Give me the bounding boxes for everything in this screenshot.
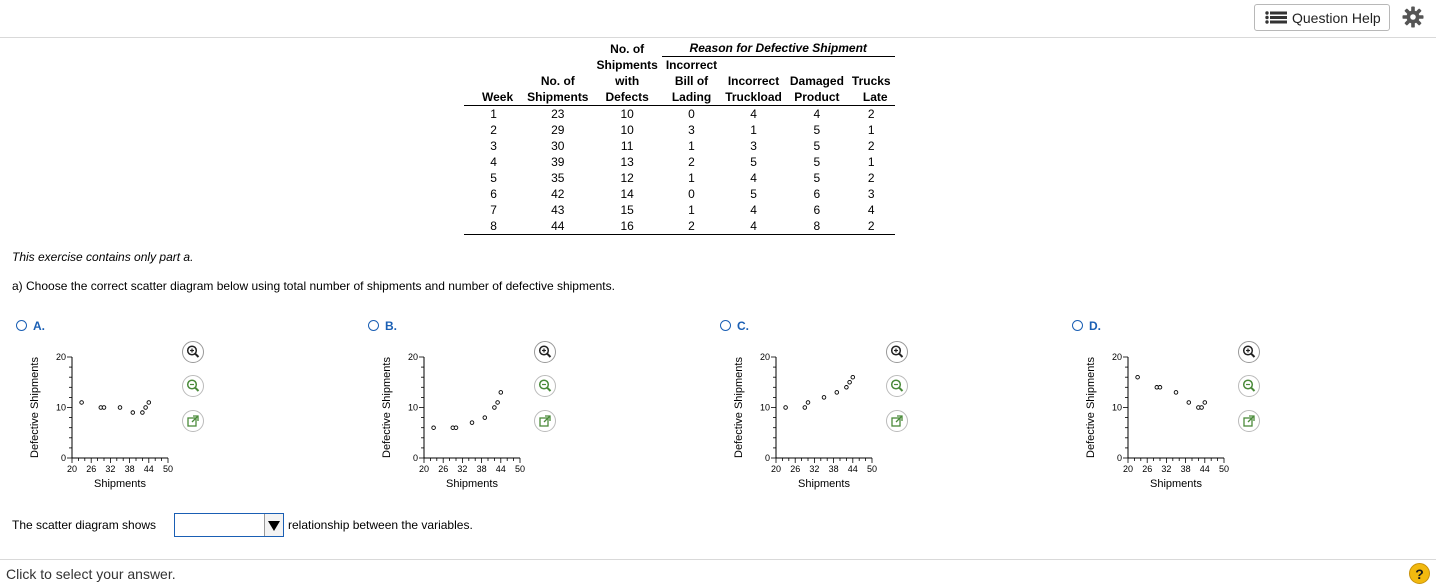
x-tick-label: 38: [828, 464, 839, 474]
table-cell: 14: [620, 187, 634, 201]
chevron-down-icon: [265, 514, 283, 536]
zoom-out-icon: [183, 376, 203, 396]
zoom-in-button[interactable]: [886, 341, 908, 363]
data-point: [848, 380, 852, 384]
col-trucks-line1: Trucks: [851, 74, 891, 88]
table-cell: 13: [620, 155, 634, 169]
zoom-in-icon: [887, 342, 907, 362]
x-axis-label: Shipments: [446, 478, 498, 490]
col-defects-line2: Shipments: [596, 58, 658, 72]
option-b-label[interactable]: B.: [385, 319, 397, 333]
table-cell: 43: [551, 203, 565, 217]
data-point: [432, 426, 436, 430]
x-tick-label: 20: [770, 464, 782, 474]
table-cell: 23: [551, 107, 565, 121]
table-cell: 11: [620, 139, 634, 153]
zoom-out-button[interactable]: [534, 375, 556, 397]
y-tick-label: 10: [407, 402, 418, 413]
table-row: [464, 186, 895, 202]
table-cell: 5: [813, 123, 821, 137]
table-cell: 4: [750, 107, 757, 121]
data-point: [144, 406, 148, 410]
table-cell: 10: [620, 107, 634, 121]
y-tick-label: 20: [759, 352, 770, 362]
table-cell: 1: [867, 155, 875, 169]
data-point: [1174, 391, 1178, 395]
y-tick-label: 20: [1111, 352, 1122, 362]
x-tick-label: 32: [457, 464, 468, 474]
table-cell: 1: [490, 107, 497, 121]
table-row: [464, 218, 895, 235]
data-point: [1203, 401, 1207, 405]
col-defects-line3: with: [615, 74, 640, 88]
table-cell: 16: [592, 218, 661, 235]
zoom-in-icon: [183, 342, 203, 362]
table-cell: 6: [813, 187, 821, 201]
table-cell: 4: [721, 218, 786, 235]
table-cell: 4: [490, 155, 497, 169]
external-link-icon: [1239, 411, 1259, 431]
external-link-button[interactable]: [886, 410, 908, 432]
col-bill-line1: Incorrect: [665, 58, 718, 72]
zoom-out-button[interactable]: [1238, 375, 1260, 397]
table-cell: 5: [813, 171, 821, 185]
data-point: [803, 406, 807, 410]
zoom-out-icon: [887, 376, 907, 396]
option-a-label[interactable]: A.: [33, 319, 45, 333]
footer-divider: [0, 559, 1436, 560]
table-cell: 35: [551, 171, 565, 185]
table-cell: 5: [750, 155, 757, 169]
header-divider: [0, 37, 1436, 38]
table-cell: 1: [688, 171, 695, 185]
external-link-icon: [183, 411, 203, 431]
table-cell: 2: [867, 107, 875, 121]
data-point: [806, 401, 810, 405]
external-link-button[interactable]: [534, 410, 556, 432]
x-tick-label: 38: [476, 464, 487, 474]
table-cell: 8: [786, 218, 848, 235]
scatter-plot-d: [1082, 345, 1242, 495]
status-text: Click to select your answer.: [6, 566, 176, 582]
col-trucks-line2: Late: [848, 89, 895, 106]
table-row: [464, 154, 895, 170]
x-tick-label: 38: [1180, 464, 1191, 474]
y-axis-label: Defective Shipments: [29, 357, 41, 458]
table-cell: 5: [490, 171, 497, 185]
part-a-question: a) Choose the correct scatter diagram below using total number of shipments and number of defective shipments.: [12, 279, 615, 293]
dropdown-arrow[interactable]: [264, 514, 283, 536]
col-shipments-line1: No. of: [540, 74, 575, 88]
data-point: [1200, 406, 1204, 410]
x-tick-label: 26: [1142, 464, 1153, 474]
relationship-dropdown[interactable]: [174, 513, 284, 537]
table-cell: 2: [490, 123, 497, 137]
zoom-out-button[interactable]: [886, 375, 908, 397]
table-cell: 3: [867, 187, 875, 201]
table-cell: 4: [867, 203, 875, 217]
option-d-radio[interactable]: [1072, 320, 1083, 331]
gear-icon[interactable]: [1401, 5, 1425, 29]
x-tick-label: 32: [809, 464, 820, 474]
col-damaged-line1: Damaged: [789, 74, 844, 88]
x-axis-label: Shipments: [94, 478, 146, 490]
zoom-in-button[interactable]: [534, 341, 556, 363]
scatter-plot-c: [730, 345, 890, 495]
help-button[interactable]: ?: [1409, 563, 1430, 584]
option-d-label[interactable]: D.: [1089, 319, 1101, 333]
table-cell: 6: [813, 203, 821, 217]
col-truckload-line1: Incorrect: [727, 74, 780, 88]
x-axis-label: Shipments: [798, 478, 850, 490]
y-tick-label: 0: [1116, 453, 1122, 463]
x-tick-label: 50: [514, 464, 526, 474]
table-cell: 5: [813, 139, 821, 153]
y-tick-label: 0: [60, 453, 66, 463]
table-cell: 0: [688, 187, 695, 201]
zoom-in-icon: [535, 342, 555, 362]
table-cell: 4: [750, 203, 757, 217]
option-a-radio[interactable]: [16, 320, 27, 331]
x-tick-label: 20: [66, 464, 78, 474]
x-tick-label: 38: [124, 464, 135, 474]
zoom-out-button[interactable]: [182, 375, 204, 397]
scatter-plot-a: [26, 345, 186, 495]
zoom-out-icon: [1239, 376, 1259, 396]
y-tick-label: 10: [55, 402, 66, 413]
data-point: [1187, 401, 1191, 405]
option-b-radio[interactable]: [368, 320, 379, 331]
table-cell: 7: [490, 203, 497, 217]
data-point: [118, 406, 122, 410]
x-tick-label: 26: [790, 464, 801, 474]
table-cell: 1: [867, 123, 875, 137]
data-point: [496, 401, 500, 405]
data-point: [845, 386, 849, 390]
data-point: [454, 426, 458, 430]
answer-suffix: relationship between the variables.: [288, 518, 473, 532]
shipment-data-table: [464, 40, 895, 235]
x-tick-label: 44: [1199, 464, 1210, 474]
x-tick-label: 44: [495, 464, 506, 474]
intro-text: This exercise contains only part a.: [12, 250, 194, 264]
table-cell: 4: [813, 107, 821, 121]
table-cell: 44: [523, 218, 592, 235]
y-tick-label: 0: [412, 453, 418, 463]
table-row: [464, 170, 895, 186]
table-cell: 1: [688, 139, 695, 153]
table-cell: 1: [750, 123, 757, 137]
col-defects-line4: Defects: [592, 89, 661, 106]
option-c-label[interactable]: C.: [737, 319, 749, 333]
table-cell: 0: [688, 107, 695, 121]
x-axis-label: Shipments: [1150, 478, 1202, 490]
table-cell: 10: [620, 123, 634, 137]
zoom-in-button[interactable]: [1238, 341, 1260, 363]
data-point: [1136, 375, 1140, 379]
y-axis-label: Defective Shipments: [1085, 357, 1097, 458]
table-caption: Reason for Defective Shipment: [662, 40, 895, 57]
x-tick-label: 20: [1122, 464, 1134, 474]
zoom-in-button[interactable]: [182, 341, 204, 363]
table-cell: 6: [490, 187, 497, 201]
x-tick-label: 20: [418, 464, 430, 474]
x-tick-label: 26: [438, 464, 449, 474]
data-point: [851, 375, 855, 379]
table-cell: 2: [867, 171, 875, 185]
zoom-out-icon: [535, 376, 555, 396]
data-point: [499, 391, 503, 395]
y-tick-label: 20: [55, 352, 66, 362]
col-damaged-line2: Product: [786, 89, 848, 106]
x-tick-label: 50: [866, 464, 878, 474]
table-cell: 29: [551, 123, 565, 137]
x-tick-label: 26: [86, 464, 97, 474]
table-row: [464, 122, 895, 138]
table-cell: 3: [490, 139, 497, 153]
data-point: [470, 421, 474, 425]
table-cell: 2: [662, 218, 721, 235]
table-cell: 30: [551, 139, 565, 153]
y-tick-label: 10: [1111, 402, 1122, 413]
zoom-in-icon: [1239, 342, 1259, 362]
y-axis-label: Defective Shipments: [733, 357, 745, 458]
col-bill-line2: Bill of: [674, 74, 709, 88]
table-cell: 3: [688, 123, 695, 137]
question-help-label: Question Help: [1292, 9, 1381, 26]
table-cell: 12: [620, 171, 634, 185]
table-cell: 8: [464, 218, 523, 235]
table-cell: 39: [551, 155, 565, 169]
data-point: [80, 401, 84, 405]
option-c-radio[interactable]: [720, 320, 731, 331]
list-icon: [1265, 11, 1287, 24]
table-row: [464, 106, 895, 123]
x-tick-label: 32: [105, 464, 116, 474]
x-tick-label: 44: [143, 464, 154, 474]
data-point: [835, 391, 839, 395]
table-row: [464, 138, 895, 154]
data-point: [822, 396, 826, 400]
col-shipments-line2: Shipments: [523, 89, 592, 106]
table-cell: 5: [813, 155, 821, 169]
col-truckload-line2: Truckload: [721, 89, 786, 106]
external-link-button[interactable]: [182, 410, 204, 432]
col-defects-line1: No. of: [610, 41, 645, 56]
table-cell: 42: [551, 187, 565, 201]
table-cell: 2: [867, 139, 875, 153]
x-tick-label: 50: [162, 464, 174, 474]
table-cell: 15: [620, 203, 634, 217]
data-point: [131, 411, 135, 415]
table-cell: 2: [688, 155, 695, 169]
external-link-icon: [535, 411, 555, 431]
table-cell: 5: [750, 187, 757, 201]
data-point: [141, 411, 145, 415]
table-cell: 2: [848, 218, 895, 235]
y-tick-label: 0: [764, 453, 770, 463]
x-tick-label: 44: [847, 464, 858, 474]
x-tick-label: 50: [1218, 464, 1230, 474]
table-cell: 4: [750, 171, 757, 185]
data-point: [147, 401, 151, 405]
scatter-plot-b: [378, 345, 538, 495]
table-cell: 3: [750, 139, 757, 153]
table-cell: 1: [688, 203, 695, 217]
question-help-button[interactable]: [1254, 4, 1390, 31]
col-week: Week: [464, 89, 523, 106]
data-point: [102, 406, 106, 410]
answer-prefix: The scatter diagram shows: [12, 518, 157, 532]
data-point: [493, 406, 497, 410]
data-point: [784, 406, 788, 410]
external-link-icon: [887, 411, 907, 431]
data-point: [483, 416, 487, 420]
y-tick-label: 10: [759, 402, 770, 413]
col-bill-line3: Lading: [662, 89, 721, 106]
external-link-button[interactable]: [1238, 410, 1260, 432]
x-tick-label: 32: [1161, 464, 1172, 474]
y-tick-label: 20: [407, 352, 418, 362]
y-axis-label: Defective Shipments: [381, 357, 393, 458]
table-row: [464, 202, 895, 218]
data-point: [1158, 386, 1162, 390]
